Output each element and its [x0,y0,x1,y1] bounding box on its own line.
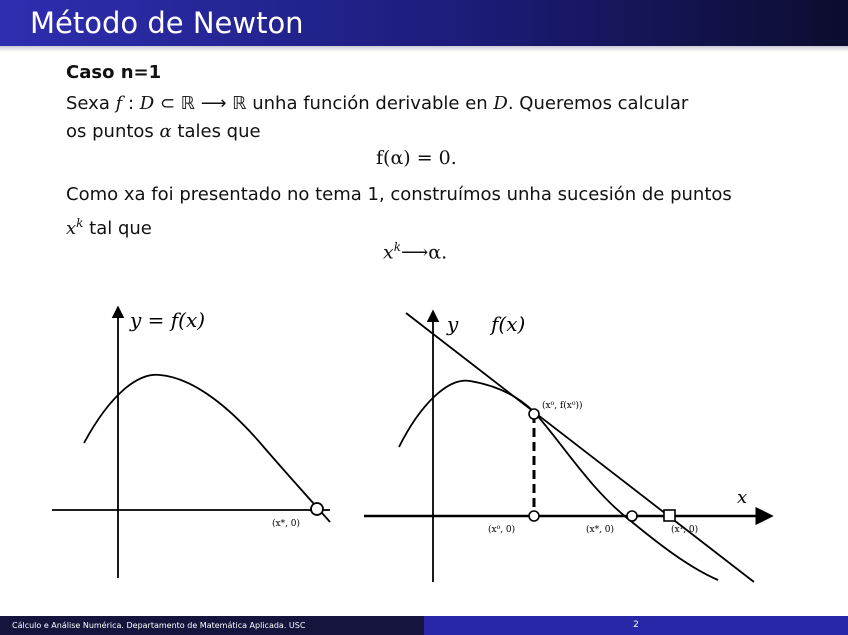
x0-point [529,511,539,521]
xstar-point [627,511,637,521]
p2-text-b: tales que [171,121,261,142]
slide-title: Método de Newton [30,6,304,40]
p2-text-a: os puntos [66,121,160,142]
eq2-x: x [383,241,394,264]
tangent-point [529,409,539,419]
right-y-label: y [447,312,459,336]
tangent-line [406,313,754,582]
left-curve [84,375,330,522]
p1-D: D [139,93,155,114]
x0-label: (x⁰, 0) [488,525,516,535]
left-root-point [311,503,323,515]
left-root-label: (x*, 0) [272,519,301,529]
p2-alpha: α [159,121,172,142]
p1-D2: D [493,93,508,114]
tangent-point-label: (x⁰, f(x⁰)) [542,401,583,411]
title-shadow [0,46,848,52]
left-function-label: y = f(x) [130,308,206,332]
eq2-rest: ⟶α. [401,241,448,264]
eq2-k: k [393,240,401,254]
equation-convergence [383,240,447,263]
paragraph-2 [66,119,796,145]
xstar-label: (x*, 0) [586,525,615,535]
x1-point [664,510,675,521]
p4-k: k [76,216,84,230]
case-heading: Caso n=1 [66,62,162,83]
x1-label: (x¹, 0) [671,525,699,535]
newton-figure [0,290,848,610]
right-f-label: f(x) [491,312,526,336]
paragraph-3: Como xa foi presentado no tema 1, construímos unha sucesión de puntos [66,184,732,205]
right-x-label: x [737,487,748,508]
equation-f-alpha: f(α) = 0. [376,147,457,169]
p1-text-c: ⊂ ℝ ⟶ ℝ unha función derivable en [154,93,494,114]
p1-text-b: : [122,93,140,114]
footer [0,616,848,635]
paragraph-1 [66,91,796,117]
p1-text-d: . Queremos calcular [507,93,689,114]
p1-f: f [115,93,123,114]
title-bar [0,0,848,46]
page-number: 2 [424,616,848,635]
p4-x: x [66,218,77,239]
p1-text-a: Sexa [66,93,116,114]
footer-credit: Cálculo e Análise Numérica. Departamento de Matemática Aplicada. USC [0,616,424,635]
p4-text: tal que [83,218,152,239]
paragraph-4 [66,210,796,242]
